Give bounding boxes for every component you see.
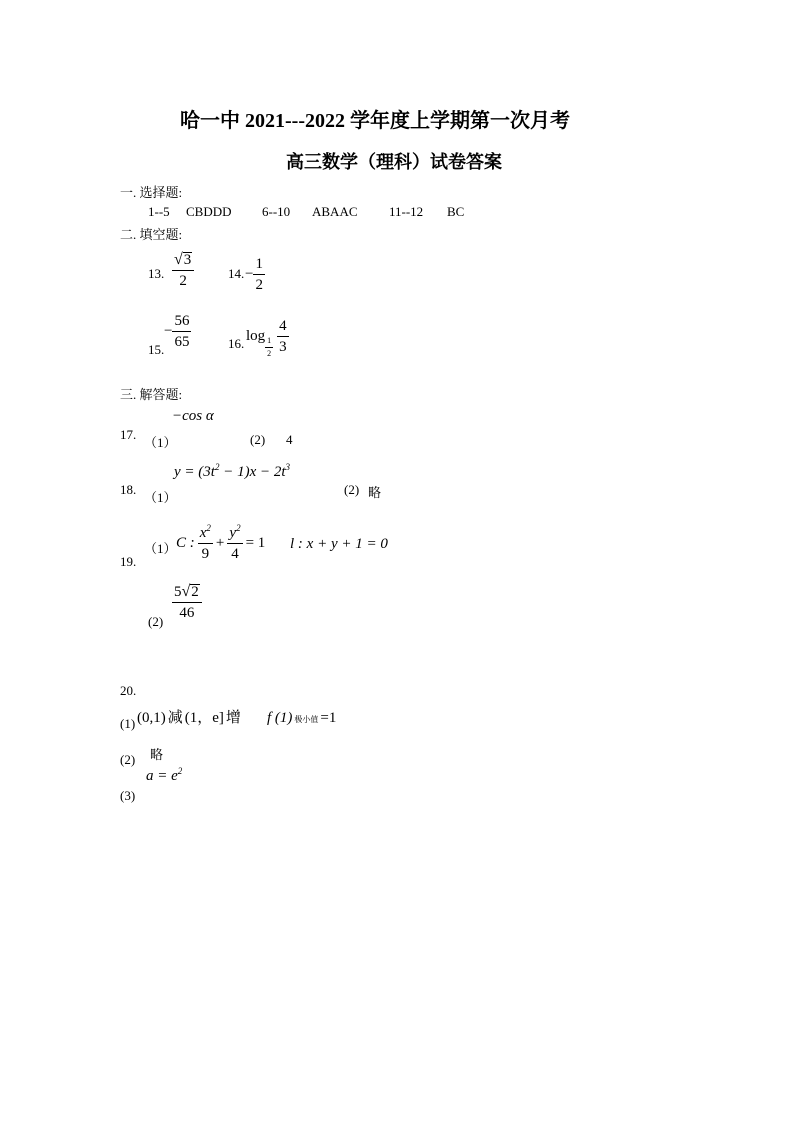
- section3-heading: 三. 解答题:: [120, 387, 183, 402]
- section1-heading: 一. 选择题:: [120, 185, 183, 200]
- q17-part1-answer: −cos α: [172, 408, 214, 424]
- choice-answer-3: BC: [447, 204, 465, 219]
- page-subtitle: 高三数学（理科）试卷答案: [286, 152, 502, 172]
- q19-part2-label: (2): [148, 614, 164, 629]
- q18-part1-label: （1）: [144, 490, 177, 505]
- q20-part3-label: (3): [120, 788, 136, 803]
- q18-part1-answer: [174, 462, 290, 481]
- q15-denominator: 65: [174, 333, 190, 350]
- q19-y-den: 4: [231, 545, 239, 562]
- q16-number: 16.: [228, 336, 245, 351]
- q20-number: 20.: [120, 683, 137, 698]
- q19-c-label: C :: [176, 534, 195, 551]
- q19-y: y: [229, 525, 237, 541]
- q20-decreasing: 减: [167, 710, 183, 726]
- q20-part2-label: (2): [120, 752, 136, 767]
- page-title: 哈一中 2021---2022 学年度上学期第一次月考: [180, 110, 570, 132]
- q19-part1-label: （1）: [144, 541, 177, 556]
- q13-denominator: 2: [179, 272, 187, 289]
- q19-line-equation: l : x + y + 1 = 0: [290, 536, 388, 552]
- q20-f-expr: f (1): [266, 710, 293, 726]
- q16-log: log: [246, 328, 266, 345]
- q20-part1-answer: [137, 706, 336, 727]
- q18-expr-a: y = (3t: [174, 464, 215, 480]
- q19-ellipse-equation: [176, 524, 265, 562]
- q20-part3-answer: [146, 766, 182, 785]
- q20-increasing: 增: [225, 710, 241, 726]
- q14-denominator: 2: [255, 276, 263, 293]
- q18-part2-label: (2): [344, 482, 360, 497]
- q17-number: 17.: [120, 427, 137, 442]
- q20-interval2: (1，e]: [184, 710, 224, 726]
- q20-f-val: =1: [320, 710, 337, 726]
- q19-x-den: 9: [201, 545, 210, 562]
- q15-numerator: 56: [172, 313, 191, 332]
- q19-frac-den: 46: [179, 604, 195, 621]
- q19-x: x: [199, 525, 207, 541]
- q16-answer: [246, 315, 289, 359]
- q14-answer: [245, 256, 265, 293]
- q20-part3-exp: 2: [177, 766, 183, 776]
- choice-range-2: 6--10: [262, 204, 291, 219]
- q16-base-numerator: 1: [265, 337, 273, 348]
- q15-sign: −: [164, 323, 173, 339]
- q17-part2-label: (2): [250, 432, 266, 447]
- q17-part1-label: （1）: [144, 435, 177, 450]
- q20-part2-answer: 略: [150, 747, 164, 762]
- q18-part2-answer: 略: [368, 485, 382, 500]
- q19-x-exp: 2: [206, 523, 211, 533]
- q13-answer: √ 3 2: [172, 252, 194, 289]
- q19-part2-answer: 5 √ 2 46: [172, 584, 202, 621]
- q18-exp1: 2: [214, 462, 220, 472]
- choice-answer-1: CBDDD: [186, 204, 232, 219]
- q19-frac-radicand: 2: [191, 584, 199, 600]
- q14-numerator: 1: [253, 256, 265, 275]
- q16-numerator: 4: [277, 318, 289, 337]
- q14-number: 14.: [228, 266, 245, 281]
- q19-eq: = 1: [245, 534, 266, 551]
- q20-f-sub: 极小值: [294, 715, 319, 724]
- q20-interval1: (0,1): [137, 710, 166, 726]
- q16-denominator: 3: [279, 338, 287, 355]
- q19-frac-coef: 5: [174, 584, 182, 600]
- q15-answer: [164, 313, 191, 350]
- q15-number: 15.: [148, 342, 165, 357]
- q19-plus: +: [215, 534, 225, 551]
- q19-number: 19.: [120, 554, 137, 569]
- q13-number: 13.: [148, 266, 165, 281]
- q18-expr-b: − 1)x − 2t: [219, 464, 286, 480]
- q20-part3-expr: a = e: [146, 768, 178, 784]
- q20-part1-label: (1): [120, 716, 136, 731]
- section2-heading: 二. 填空题:: [120, 227, 183, 242]
- q13-radicand: 3: [183, 252, 192, 268]
- q16-base-denominator: 2: [267, 348, 272, 358]
- q18-number: 18.: [120, 482, 137, 497]
- q17-part2-answer: 4: [286, 432, 293, 447]
- choice-answer-2: ABAAC: [312, 204, 358, 219]
- choice-range-3: 11--12: [389, 204, 424, 219]
- q14-sign: −: [245, 266, 254, 282]
- q19-y-exp: 2: [236, 523, 241, 533]
- choice-range-1: 1--5: [148, 204, 170, 219]
- q18-exp2: 3: [285, 462, 291, 472]
